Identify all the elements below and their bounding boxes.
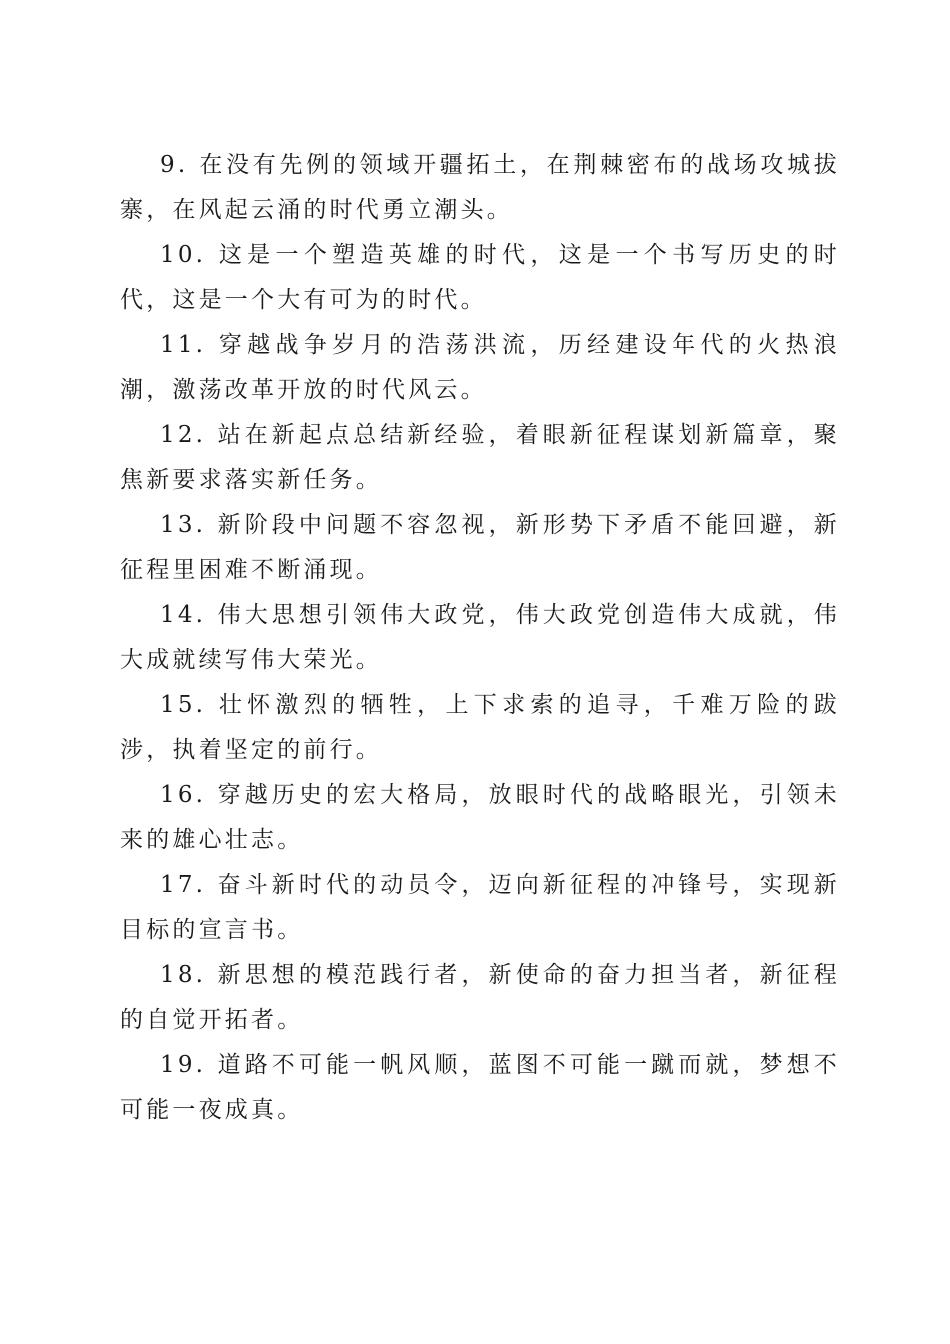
paragraph-17: 17. 奋斗新时代的动员令，迈向新征程的冲锋号，实现新目标的宣言书。 bbox=[120, 872, 840, 943]
paragraph-12: 12. 站在新起点总结新经验，着眼新征程谋划新篇章，聚焦新要求落实新任务。 bbox=[120, 422, 840, 493]
paragraph-10: 10. 这是一个塑造英雄的时代，这是一个书写历史的时代，这是一个大有可为的时代。 bbox=[120, 242, 840, 313]
paragraph-15: 15. 壮怀激烈的牺牲，上下求索的追寻，千难万险的跋涉，执着坚定的前行。 bbox=[120, 692, 840, 763]
paragraph-19: 19. 道路不可能一帆风顺，蓝图不可能一蹴而就，梦想不可能一夜成真。 bbox=[120, 1052, 840, 1123]
paragraph-13: 13. 新阶段中问题不容忽视，新形势下矛盾不能回避，新征程里困难不断涌现。 bbox=[120, 512, 840, 583]
document-body bbox=[120, 143, 840, 1133]
paragraph-14: 14. 伟大思想引领伟大政党，伟大政党创造伟大成就，伟大成就续写伟大荣光。 bbox=[120, 602, 840, 673]
paragraph-11: 11. 穿越战争岁月的浩荡洪流，历经建设年代的火热浪潮，激荡改革开放的时代风云。 bbox=[120, 332, 840, 403]
paragraph-18: 18. 新思想的模范践行者，新使命的奋力担当者，新征程的自觉开拓者。 bbox=[120, 962, 840, 1033]
paragraph-9: 9. 在没有先例的领域开疆拓土，在荆棘密布的战场攻城拔寨，在风起云涌的时代勇立潮头。 bbox=[120, 152, 840, 223]
paragraph-16: 16. 穿越历史的宏大格局，放眼时代的战略眼光，引领未来的雄心壮志。 bbox=[120, 782, 840, 853]
